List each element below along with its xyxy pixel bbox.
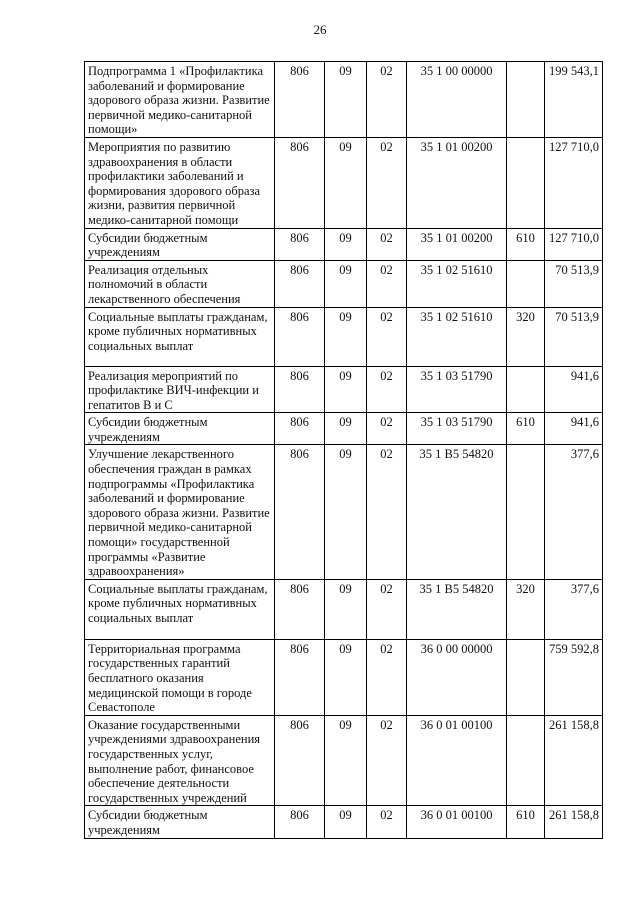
subsection-code: 02 xyxy=(367,579,407,639)
expense-type-code xyxy=(507,715,545,806)
amount-value: 941,6 xyxy=(545,366,603,413)
expense-type-code: 320 xyxy=(507,307,545,366)
expense-type-code xyxy=(507,445,545,579)
row-name: Реализация мероприятий по профилактике ВИЧ-инфекции и гепатитов В и С xyxy=(85,366,275,413)
amount-value: 941,6 xyxy=(545,413,603,445)
ministry-code: 806 xyxy=(275,715,325,806)
ministry-code: 806 xyxy=(275,62,325,138)
budget-table-body xyxy=(85,62,603,839)
section-code: 09 xyxy=(325,137,367,228)
target-article-code: 35 1 03 51790 xyxy=(407,366,507,413)
expense-type-code xyxy=(507,62,545,138)
table-row xyxy=(85,579,603,639)
table-row xyxy=(85,260,603,307)
table-row xyxy=(85,307,603,366)
section-code: 09 xyxy=(325,366,367,413)
ministry-code: 806 xyxy=(275,228,325,260)
ministry-code: 806 xyxy=(275,260,325,307)
section-code: 09 xyxy=(325,62,367,138)
amount-value: 70 513,9 xyxy=(545,307,603,366)
row-name: Оказание государственными учреждениями здравоохранения государственных услуг, выполнение работ, финансовое обеспечение деятельности государственных учреждений xyxy=(85,715,275,806)
amount-value: 261 158,8 xyxy=(545,715,603,806)
amount-value: 261 158,8 xyxy=(545,806,603,838)
amount-value: 377,6 xyxy=(545,445,603,579)
subsection-code: 02 xyxy=(367,366,407,413)
section-code: 09 xyxy=(325,445,367,579)
target-article-code: 36 0 01 00100 xyxy=(407,806,507,838)
expense-type-code xyxy=(507,137,545,228)
row-name: Улучшение лекарственного обеспечения граждан в рамках подпрограммы «Профилактика заболеваний и формирование здорового образа жизни. Развитие первичной медико-санитарной помощи» государственной программы «Развитие здравоохранения» xyxy=(85,445,275,579)
subsection-code: 02 xyxy=(367,260,407,307)
page-number: 26 xyxy=(313,22,327,37)
ministry-code: 806 xyxy=(275,579,325,639)
row-name: Подпрограмма 1 «Профилактика заболеваний и формирование здорового образа жизни. Развитие первичной медико-санитарной помощи» xyxy=(85,62,275,138)
ministry-code: 806 xyxy=(275,445,325,579)
section-code: 09 xyxy=(325,413,367,445)
target-article-code: 36 0 01 00100 xyxy=(407,715,507,806)
row-name: Субсидии бюджетным учреждениям xyxy=(85,228,275,260)
table-row xyxy=(85,366,603,413)
subsection-code: 02 xyxy=(367,715,407,806)
target-article-code: 35 1 01 00200 xyxy=(407,137,507,228)
table-row xyxy=(85,639,603,715)
ministry-code: 806 xyxy=(275,366,325,413)
target-article-code: 35 1 00 00000 xyxy=(407,62,507,138)
row-name: Социальные выплаты гражданам, кроме публичных нормативных социальных выплат xyxy=(85,579,275,639)
expense-type-code: 610 xyxy=(507,228,545,260)
section-code: 09 xyxy=(325,260,367,307)
section-code: 09 xyxy=(325,228,367,260)
expense-type-code: 320 xyxy=(507,579,545,639)
ministry-code: 806 xyxy=(275,413,325,445)
table-row xyxy=(85,715,603,806)
row-name: Реализация отдельных полномочий в области лекарственного обеспечения xyxy=(85,260,275,307)
expense-type-code: 610 xyxy=(507,413,545,445)
target-article-code: 35 1 В5 54820 xyxy=(407,579,507,639)
row-name: Субсидии бюджетным учреждениям xyxy=(85,806,275,838)
expense-type-code: 610 xyxy=(507,806,545,838)
row-name: Мероприятия по развитию здравоохранения в области профилактики заболеваний и формирования здорового образа жизни, развития первичной медико-санитарной помощи xyxy=(85,137,275,228)
section-code: 09 xyxy=(325,806,367,838)
amount-value: 127 710,0 xyxy=(545,137,603,228)
ministry-code: 806 xyxy=(275,307,325,366)
amount-value: 759 592,8 xyxy=(545,639,603,715)
subsection-code: 02 xyxy=(367,307,407,366)
expense-type-code xyxy=(507,639,545,715)
table-row xyxy=(85,62,603,138)
row-name: Территориальная программа государственных гарантий бесплатного оказания медицинской помощи в городе Севастополе xyxy=(85,639,275,715)
target-article-code: 35 1 03 51790 xyxy=(407,413,507,445)
subsection-code: 02 xyxy=(367,137,407,228)
ministry-code: 806 xyxy=(275,806,325,838)
target-article-code: 35 1 02 51610 xyxy=(407,307,507,366)
amount-value: 199 543,1 xyxy=(545,62,603,138)
section-code: 09 xyxy=(325,579,367,639)
section-code: 09 xyxy=(325,715,367,806)
amount-value: 377,6 xyxy=(545,579,603,639)
expense-type-code xyxy=(507,260,545,307)
expense-type-code xyxy=(507,366,545,413)
amount-value: 70 513,9 xyxy=(545,260,603,307)
row-name: Субсидии бюджетным учреждениям xyxy=(85,413,275,445)
subsection-code: 02 xyxy=(367,413,407,445)
row-name: Социальные выплаты гражданам, кроме публичных нормативных социальных выплат xyxy=(85,307,275,366)
table-row xyxy=(85,137,603,228)
amount-value: 127 710,0 xyxy=(545,228,603,260)
budget-table xyxy=(84,61,603,839)
target-article-code: 35 1 В5 54820 xyxy=(407,445,507,579)
subsection-code: 02 xyxy=(367,639,407,715)
target-article-code: 36 0 00 00000 xyxy=(407,639,507,715)
section-code: 09 xyxy=(325,307,367,366)
ministry-code: 806 xyxy=(275,137,325,228)
subsection-code: 02 xyxy=(367,806,407,838)
subsection-code: 02 xyxy=(367,445,407,579)
target-article-code: 35 1 02 51610 xyxy=(407,260,507,307)
table-row xyxy=(85,228,603,260)
subsection-code: 02 xyxy=(367,62,407,138)
section-code: 09 xyxy=(325,639,367,715)
ministry-code: 806 xyxy=(275,639,325,715)
subsection-code: 02 xyxy=(367,228,407,260)
table-row xyxy=(85,445,603,579)
table-row xyxy=(85,413,603,445)
target-article-code: 35 1 01 00200 xyxy=(407,228,507,260)
table-row xyxy=(85,806,603,838)
